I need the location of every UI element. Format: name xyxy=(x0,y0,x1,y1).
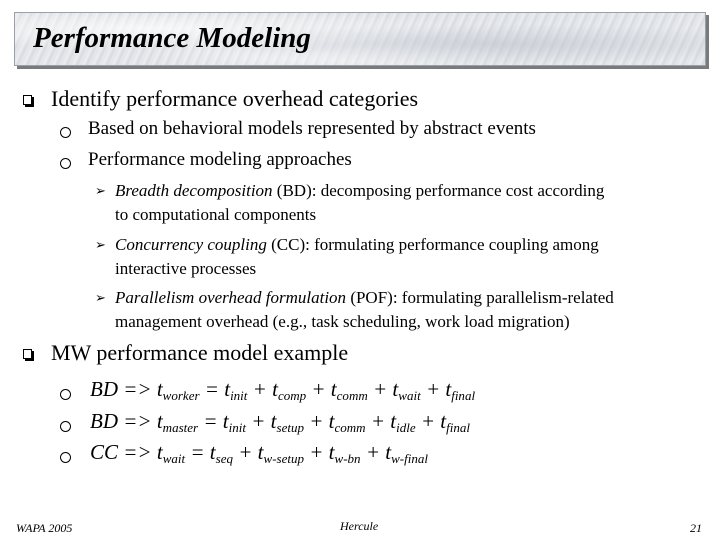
page-title: Performance Modeling xyxy=(33,22,311,54)
formula-bd-master: BD => $t_{master} = t_{init} + t_{setup} + t_{comm} + t_{idle} + t_{final}$ xyxy=(90,409,471,435)
square-bullet-icon xyxy=(23,349,32,359)
bullet-overhead-categories: Identify performance overhead categories xyxy=(51,86,419,111)
ring-bullet-icon xyxy=(60,127,71,138)
page-number: 21 xyxy=(690,521,702,535)
sub-bullet-modeling-approaches: Performance modeling approaches xyxy=(88,149,352,170)
approach-pof-desc: (POF): formulating parallelism-related xyxy=(346,288,614,307)
formula-bd-worker: BD => $t_{worker} = t_{init} + t_{comp} + t_{comm} + t_{wait} + t_{final}$ xyxy=(90,377,476,403)
approach-cc-term: Concurrency coupling xyxy=(115,235,267,254)
formula-cc-wait: CC => $t_{wait} = t_{seq} + t_{w-setup} + t_{w-bn} + t_{w-final}$ xyxy=(90,440,428,466)
approach-bd-term: Breadth decomposition xyxy=(115,181,273,200)
footer-left: WAPA 2005 xyxy=(16,521,73,535)
approach-pof-desc-cont: management overhead (e.g., task scheduling, work load migration) xyxy=(115,312,570,331)
approach-cc-desc-cont: interactive processes xyxy=(115,259,257,278)
footer-center: Hercule xyxy=(340,519,379,533)
sub-bullet-behavioral-models: Based on behavioral models represented by abstract events xyxy=(88,118,536,139)
approach-bd-desc-cont: to computational components xyxy=(115,205,317,224)
approach-bd xyxy=(115,179,604,227)
approach-bd-desc: (BD): decomposing performance cost according xyxy=(272,181,605,200)
title-banner xyxy=(14,12,706,66)
approach-pof xyxy=(115,286,614,334)
approach-pof-term: Parallelism overhead formulation xyxy=(115,288,347,307)
ring-bullet-icon xyxy=(60,389,71,400)
approach-cc xyxy=(115,233,599,281)
ring-bullet-icon xyxy=(60,452,71,463)
bullet-mw-example: MW performance model example xyxy=(51,340,349,365)
arrow-bullet-icon: ➢ xyxy=(95,237,106,252)
ring-bullet-icon xyxy=(60,158,71,169)
arrow-bullet-icon: ➢ xyxy=(95,183,106,198)
ring-bullet-icon xyxy=(60,421,71,432)
arrow-bullet-icon: ➢ xyxy=(95,290,106,305)
square-bullet-icon xyxy=(23,95,32,105)
approach-cc-desc: (CC): formulating performance coupling among xyxy=(266,235,599,254)
